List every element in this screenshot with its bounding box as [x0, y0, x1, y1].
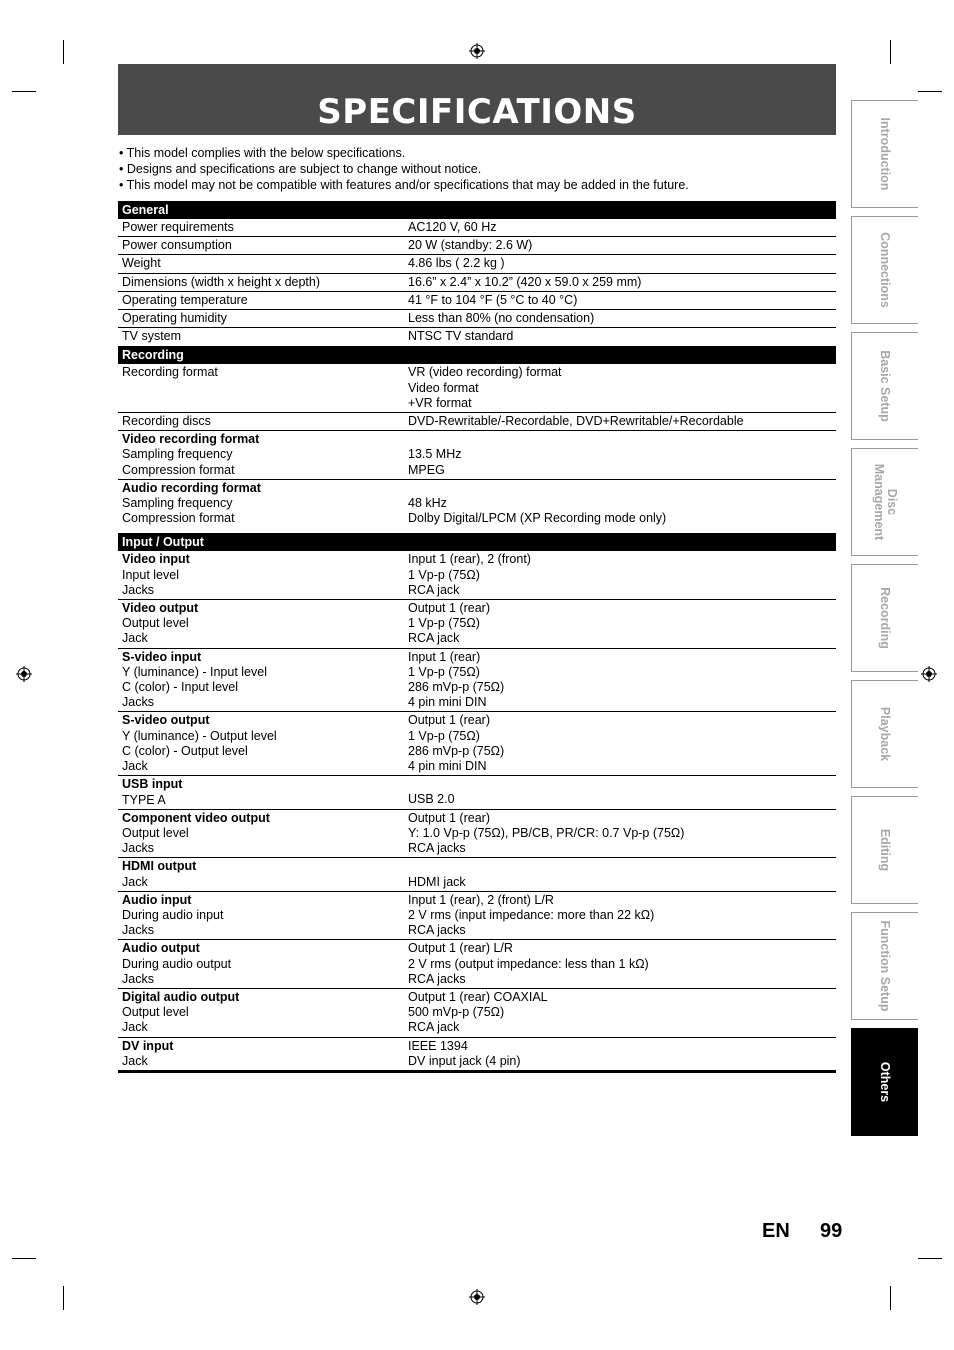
spec-label-cell [118, 893, 408, 939]
spec-row [118, 600, 836, 649]
spec-label-cell [118, 601, 408, 647]
spec-label: Recording discs [122, 414, 211, 429]
spec-label: Dimensions (width x height x depth) [122, 274, 321, 289]
spec-label: TYPE A [122, 792, 166, 807]
spec-group-title: Component video output [122, 810, 270, 825]
spec-value: Y: 1.0 Vp-p (75Ω), PB/CB, PR/CR: 0.7 Vp-p (75Ω) [408, 825, 685, 840]
side-tab-label: Basic Setup [878, 350, 893, 422]
spec-row [118, 551, 836, 600]
spec-group-title: USB input [122, 777, 183, 792]
spec-label: Y (luminance) - Input level [122, 664, 267, 679]
spec-value: Input 1 (rear), 2 (front) L/R [408, 892, 554, 907]
spec-label-cell [118, 859, 408, 889]
spec-group-title: S-video output [122, 713, 210, 728]
spec-value: Input 1 (rear) [408, 649, 481, 664]
spec-label: Output level [122, 616, 189, 631]
spec-value-cell [408, 601, 836, 647]
side-tab-label: Connections [878, 232, 893, 308]
spec-label: Output level [122, 825, 189, 840]
spec-label: Output level [122, 1005, 189, 1020]
spec-label: Compression format [122, 462, 235, 477]
spec-label-cell [118, 713, 408, 774]
side-tab-function-setup[interactable] [851, 912, 918, 1020]
spec-label: During audio output [122, 956, 232, 971]
spec-value: 2 V rms (output impedance: less than 1 kΩ) [408, 956, 649, 971]
spec-value: USB 2.0 [408, 792, 455, 807]
spec-label: Sampling frequency [122, 496, 233, 511]
spec-value-cell [408, 311, 836, 326]
spec-row [118, 480, 836, 528]
spec-value-cell [408, 365, 836, 411]
side-tab-label: Disc Management [872, 463, 899, 541]
spec-value: Output 1 (rear) L/R [408, 941, 513, 956]
spec-label: TV system [122, 329, 182, 344]
spec-value-cell [408, 777, 836, 807]
spec-group-title: HDMI output [122, 859, 197, 874]
side-tab-disc-management[interactable] [851, 448, 918, 556]
title-banner [118, 64, 836, 135]
spec-label: C (color) - Output level [122, 743, 248, 758]
spec-value: 1 Vp-p (75Ω) [408, 728, 480, 743]
spec-value: 1 Vp-p (75Ω) [408, 664, 480, 679]
language-label: EN [762, 1220, 790, 1242]
spec-value: 2 V rms (input impedance: more than 22 kΩ) [408, 907, 655, 922]
spec-row [118, 989, 836, 1038]
spec-value: +VR format [408, 395, 472, 410]
spec-value: RCA jacks [408, 923, 466, 938]
side-tab-playback[interactable] [851, 680, 918, 788]
spec-label: Power requirements [122, 220, 234, 234]
spec-row [118, 810, 836, 859]
spec-label-cell [118, 777, 408, 807]
spec-value: 16.6” x 2.4” x 10.2” (420 x 59.0 x 259 mm) [408, 274, 642, 289]
spec-value: 4.86 lbs ( 2.2 kg ) [408, 256, 505, 271]
spec-label: Jacks [122, 695, 154, 710]
side-tab-introduction[interactable] [851, 100, 918, 208]
spec-value-cell [408, 329, 836, 344]
side-tab-label: Recording [878, 587, 893, 649]
spec-label-cell [118, 990, 408, 1036]
side-tab-label: Function Setup [878, 920, 893, 1012]
side-tab-label: Playback [878, 706, 893, 762]
spec-label-cell [118, 220, 408, 235]
spec-label: Jack [122, 759, 148, 774]
spec-label-cell [118, 365, 408, 411]
registration-mark-icon [469, 43, 485, 59]
spec-value: RCA jacks [408, 841, 466, 856]
spec-row [118, 776, 836, 809]
spec-value: VR (video recording) format [408, 365, 562, 380]
spec-label-cell [118, 432, 408, 478]
spec-row [118, 219, 836, 237]
spec-row [118, 892, 836, 941]
spec-label-cell [118, 311, 408, 326]
spec-value: RCA jack [408, 631, 460, 646]
spec-value-cell [408, 293, 836, 308]
registration-mark-icon [16, 666, 32, 682]
spec-label: Power consumption [122, 238, 232, 253]
spec-value-cell [408, 1039, 836, 1069]
spec-row [118, 292, 836, 310]
spec-row [118, 858, 836, 891]
spec-value-cell [408, 238, 836, 253]
spec-label: Jacks [122, 841, 154, 856]
spec-value: 1 Vp-p (75Ω) [408, 567, 480, 582]
spec-group-title: DV input [122, 1038, 174, 1053]
spec-value: 286 mVp-p (75Ω) [408, 680, 505, 695]
spec-row [118, 940, 836, 989]
spec-value-cell [408, 414, 836, 429]
spec-label-cell [118, 481, 408, 527]
spec-value-cell [408, 256, 836, 271]
spec-value: 48 kHz [408, 496, 447, 511]
spec-row [118, 364, 836, 413]
spec-value [408, 432, 836, 447]
spec-label: Input level [122, 567, 179, 582]
section-header: General [118, 201, 836, 219]
spec-row [118, 712, 836, 776]
spec-label: Sampling frequency [122, 447, 233, 462]
spec-row [118, 431, 836, 480]
spec-label-cell [118, 414, 408, 429]
side-tab-recording[interactable] [851, 564, 918, 672]
spec-value: Output 1 (rear) [408, 713, 490, 728]
spec-group-title: Video recording format [122, 432, 260, 447]
spec-group-title: Audio output [122, 941, 200, 956]
spec-label: During audio input [122, 907, 224, 922]
spec-value: 20 W (standby: 2.6 W) [408, 238, 533, 253]
side-tab-label: Introduction [878, 117, 893, 191]
spec-value-cell [408, 990, 836, 1036]
spec-value-cell [408, 552, 836, 598]
section-header: Input / Output [118, 533, 836, 551]
side-tab-label: Editing [878, 828, 893, 872]
spec-group-title: Video output [122, 601, 199, 616]
side-tab-editing[interactable] [851, 796, 918, 904]
spec-value [408, 777, 836, 792]
spec-label: Jack [122, 1020, 148, 1035]
spec-value-cell [408, 941, 836, 987]
spec-value: NTSC TV standard [408, 329, 514, 344]
spec-value: 4 pin mini DIN [408, 695, 487, 710]
spec-value: DV input jack (4 pin) [408, 1053, 521, 1068]
spec-row [118, 413, 836, 431]
spec-value: 1 Vp-p (75Ω) [408, 616, 480, 631]
spec-group-title: Audio recording format [122, 480, 261, 495]
spec-label: Jack [122, 631, 148, 646]
spec-value: 4 pin mini DIN [408, 759, 487, 774]
spec-table [118, 200, 836, 1073]
spec-group-title: Digital audio output [122, 989, 240, 1004]
spec-value: 286 mVp-p (75Ω) [408, 743, 505, 758]
spec-value: Video format [408, 380, 479, 395]
spec-value: Output 1 (rear) COAXIAL [408, 989, 548, 1004]
spec-label-cell [118, 1039, 408, 1069]
spec-value: 13.5 MHz [408, 447, 462, 462]
spec-label: Recording format [122, 365, 218, 380]
spec-group-title: S-video input [122, 649, 202, 664]
spec-row [118, 310, 836, 328]
side-tab-others[interactable] [851, 1028, 918, 1136]
spec-value: RCA jack [408, 1020, 460, 1035]
side-tab-connections[interactable] [851, 216, 918, 324]
spec-label: Y (luminance) - Output level [122, 728, 277, 743]
spec-row [118, 328, 836, 345]
spec-value-cell [408, 481, 836, 527]
spec-label-cell [118, 293, 408, 308]
spec-group-title: Audio input [122, 892, 192, 907]
spec-label: C (color) - Input level [122, 680, 239, 695]
spec-value: IEEE 1394 [408, 1038, 468, 1053]
spec-value: HDMI jack [408, 874, 466, 889]
spec-row [118, 255, 836, 273]
spec-label-cell [118, 275, 408, 290]
spec-label-cell [118, 238, 408, 253]
spec-value: Output 1 (rear) [408, 601, 490, 616]
registration-mark-icon [469, 1289, 485, 1305]
spec-value: MPEG [408, 462, 445, 477]
spec-label: Jack [122, 1053, 148, 1068]
spec-group-title: Video input [122, 552, 190, 567]
section-header: Recording [118, 346, 836, 364]
spec-value: Less than 80% (no condensation) [408, 311, 595, 326]
spec-value-cell [408, 432, 836, 478]
spec-value: Input 1 (rear), 2 (front) [408, 552, 531, 567]
spec-value-cell [408, 859, 836, 889]
note-item: • This model complies with the below specifications. [119, 146, 406, 160]
spec-value [408, 859, 836, 874]
spec-value: AC120 V, 60 Hz [408, 220, 497, 234]
spec-value-cell [408, 650, 836, 711]
side-tab-label: Others [878, 1061, 893, 1103]
spec-label-cell [118, 256, 408, 271]
spec-label-cell [118, 941, 408, 987]
spec-value-cell [408, 811, 836, 857]
spec-value-cell [408, 713, 836, 774]
spec-label: Weight [122, 256, 161, 271]
spec-value: Output 1 (rear) [408, 810, 490, 825]
page-number: 99 [820, 1220, 843, 1242]
spec-value-cell [408, 220, 836, 235]
side-tab-basic-setup[interactable] [851, 332, 918, 440]
page-title: SPECIFICATIONS [317, 92, 637, 132]
spec-value: 41 °F to 104 °F (5 °C to 40 °C) [408, 292, 578, 307]
spec-label: Jacks [122, 582, 154, 597]
spec-value-cell [408, 893, 836, 939]
spec-value: Dolby Digital/LPCM (XP Recording mode only) [408, 511, 667, 526]
note-item: • Designs and specifications are subject to change without notice. [119, 162, 482, 176]
spec-label: Jack [122, 874, 148, 889]
spec-value: DVD-Rewritable/-Recordable, DVD+Rewritable/+Recordable [408, 414, 744, 429]
spec-label: Operating temperature [122, 292, 248, 307]
spec-label: Jacks [122, 923, 154, 938]
spec-row [118, 237, 836, 255]
spec-value: RCA jack [408, 582, 460, 597]
spec-value-cell [408, 275, 836, 290]
spec-label: Compression format [122, 511, 235, 526]
spec-value [408, 481, 836, 496]
notes-list [119, 145, 839, 193]
spec-label: Operating humidity [122, 311, 227, 326]
spec-value: 500 mVp-p (75Ω) [408, 1005, 505, 1020]
spec-label-cell [118, 329, 408, 344]
spec-label-cell [118, 811, 408, 857]
spec-label: Jacks [122, 971, 154, 986]
spec-label-cell [118, 552, 408, 598]
note-item: • This model may not be compatible with features and/or specifications that may be added in the future. [119, 178, 689, 192]
spec-row [118, 649, 836, 713]
spec-row [118, 1038, 836, 1073]
registration-mark-icon [921, 666, 937, 682]
spec-value: RCA jacks [408, 971, 466, 986]
spec-row [118, 274, 836, 292]
spec-label-cell [118, 650, 408, 711]
